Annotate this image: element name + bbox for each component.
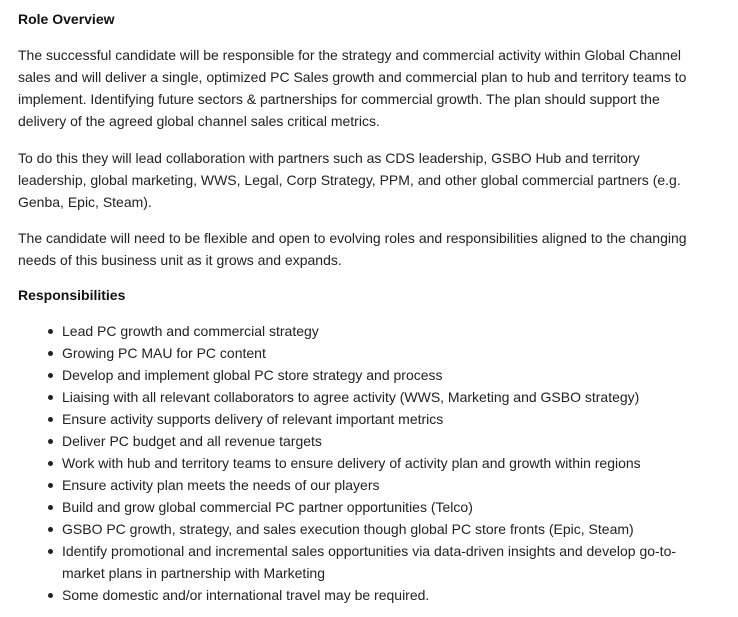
list-item: Lead PC growth and commercial strategy: [62, 320, 682, 342]
role-overview-heading: Role Overview: [18, 11, 115, 27]
list-item: Work with hub and territory teams to ensure delivery of activity plan and growth within regions: [62, 452, 682, 474]
role-overview-paragraph: The candidate will need to be flexible and open to evolving roles and responsibilities aligned to the changing needs of this business unit as it grows and expands.: [18, 230, 687, 268]
list-item: Identify promotional and incremental sales opportunities via data-driven insights and develop go-to-market plans in partnership with Marketing: [62, 540, 682, 584]
role-overview-paragraph: The successful candidate will be responsible for the strategy and commercial activity within Global Channel sales and will deliver a single, optimized PC Sales growth and commercial plan to hub and territory teams to implement. Identifying future sectors & partnerships for commercial growth. The plan should support the delivery of the agreed global channel sales critical metrics.: [18, 47, 687, 129]
list-item: GSBO PC growth, strategy, and sales execution though global PC store fronts (Epic, Steam): [62, 518, 682, 540]
list-item: Deliver PC budget and all revenue targets: [62, 430, 682, 452]
list-item: Some domestic and/or international travel may be required.: [62, 584, 682, 606]
role-overview-paragraph: To do this they will lead collaboration with partners such as CDS leadership, GSBO Hub and territory leadership, global marketing, WWS, Legal, Corp Strategy, PPM, and other global commercial partners (e.g. Genba, Epic, Steam).: [18, 150, 681, 210]
list-item: Ensure activity supports delivery of relevant important metrics: [62, 408, 682, 430]
responsibilities-heading: Responsibilities: [18, 287, 126, 303]
list-item: Build and grow global commercial PC partner opportunities (Telco): [62, 496, 682, 518]
responsibilities-list: [18, 320, 682, 606]
list-item: Ensure activity plan meets the needs of our players: [62, 474, 682, 496]
list-item: Liaising with all relevant collaborators to agree activity (WWS, Marketing and GSBO strategy): [62, 386, 682, 408]
list-item: Growing PC MAU for PC content: [62, 342, 682, 364]
list-item: Develop and implement global PC store strategy and process: [62, 364, 682, 386]
